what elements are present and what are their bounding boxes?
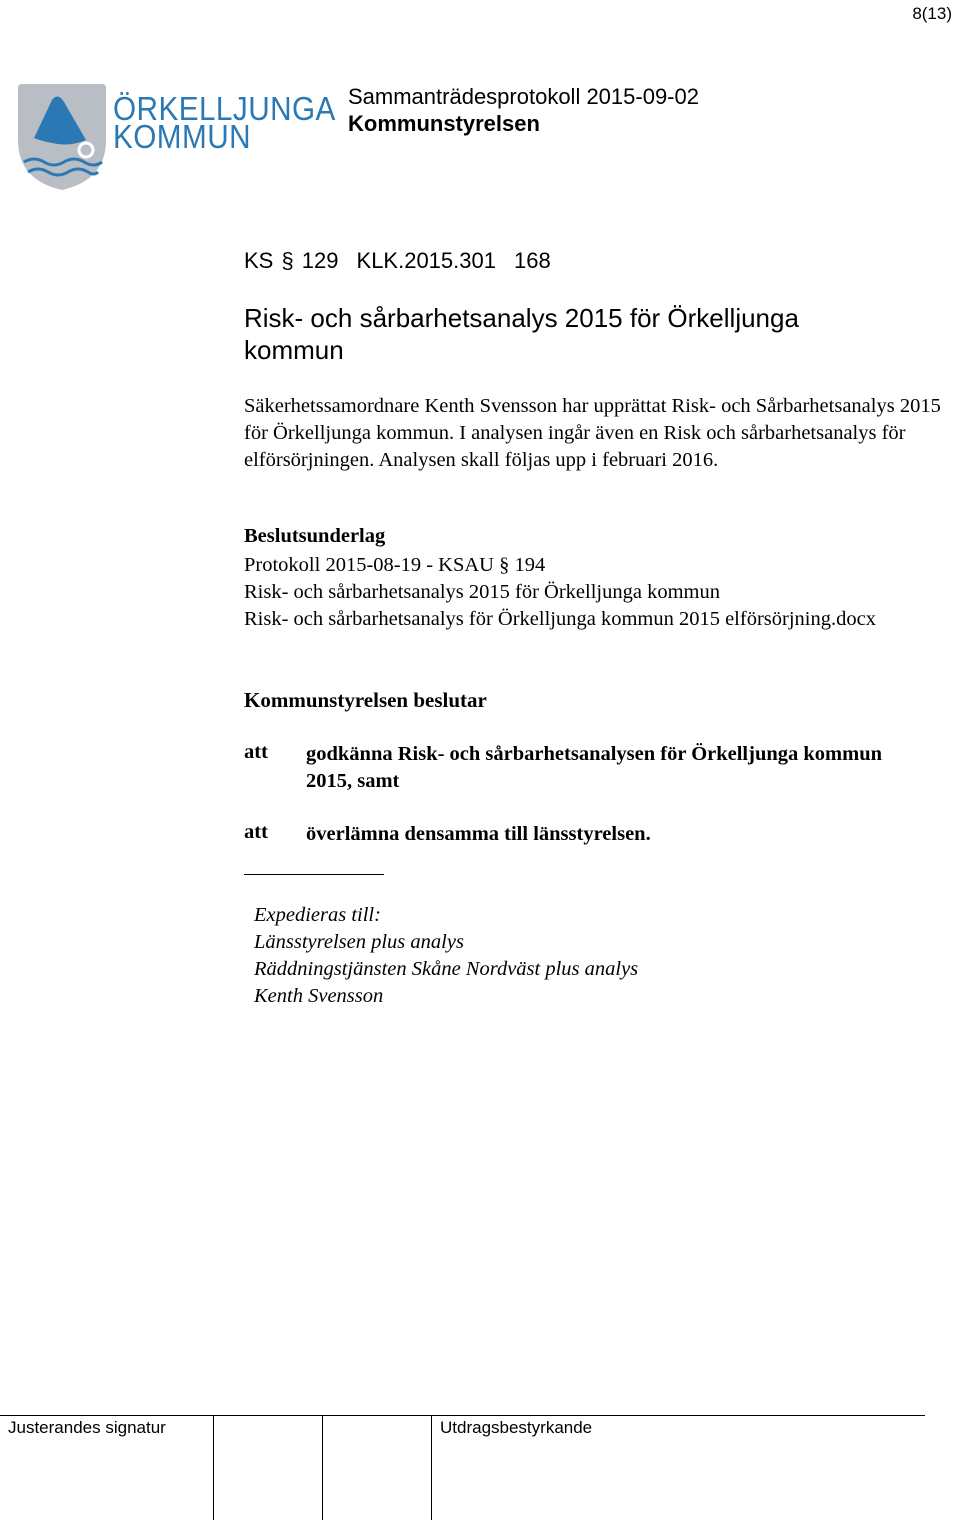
signature-box-divider [322,1415,323,1520]
header-organisation: Kommunstyrelsen [348,111,540,136]
basis-item: Risk- och sårbarhetsanalys för Örkelljunga kommun 2015 elförsörjning.docx [244,608,876,630]
document-title: Risk- och sårbarhetsanalys 2015 för Örkelljunga kommun [244,303,799,365]
decision-item-label: att [244,821,268,843]
dispatch-recipient: Kenth Svensson [254,985,384,1007]
header-title: Sammanträdesprotokoll 2015-09-02 [348,84,699,109]
logo-text-kommun: KOMMUN [113,118,251,155]
basis-item: Protokoll 2015-08-19 - KSAU § 194 [244,554,546,576]
klk-number: KLK.2015.301 [356,248,496,273]
basis-list [244,552,944,633]
dispatch-recipient: Länsstyrelsen plus analys [254,931,464,953]
body-paragraph: Säkerhetssamordnare Kenth Svensson har upprättat Risk- och Sårbarhetsanalys 2015 för Örkelljunga kommun. I analysen ingår även en Risk och sårbarhetsanalys för elförsörjningen. Analysen skall följas upp i februari 2016. [244,395,941,471]
case-reference [244,248,569,274]
page-number: 8(13) [912,4,952,23]
decision-item-label: att [244,741,268,763]
logo-text-municipality: ÖRKELLJUNGA [113,90,336,127]
basis-heading: Beslutsunderlag [244,525,386,547]
case-number: 168 [513,248,551,273]
decision-item-text: godkänna Risk- och sårbarhetsanalysen för Örkelljunga kommun 2015, samt [306,743,882,792]
excerpt-certification-label: Utdragsbestyrkande [440,1418,593,1437]
signature-box-divider [431,1415,432,1520]
decision-heading: Kommunstyrelsen beslutar [244,688,487,712]
signature-box-divider [213,1415,214,1520]
signature-label: Justerandes signatur [8,1418,166,1437]
dispatch-list [254,902,638,1010]
footer-rule [0,1415,925,1416]
dispatch-heading: Expedieras till: [254,904,381,926]
basis-item: Risk- och sårbarhetsanalys 2015 för Örkelljunga kommun [244,581,720,603]
section-divider [244,874,384,875]
ks-paragraph: KS § 129 [244,248,339,273]
decision-item-text: överlämna densamma till länsstyrelsen. [306,823,651,845]
dispatch-recipient: Räddningstjänsten Skåne Nordväst plus analys [254,958,639,980]
